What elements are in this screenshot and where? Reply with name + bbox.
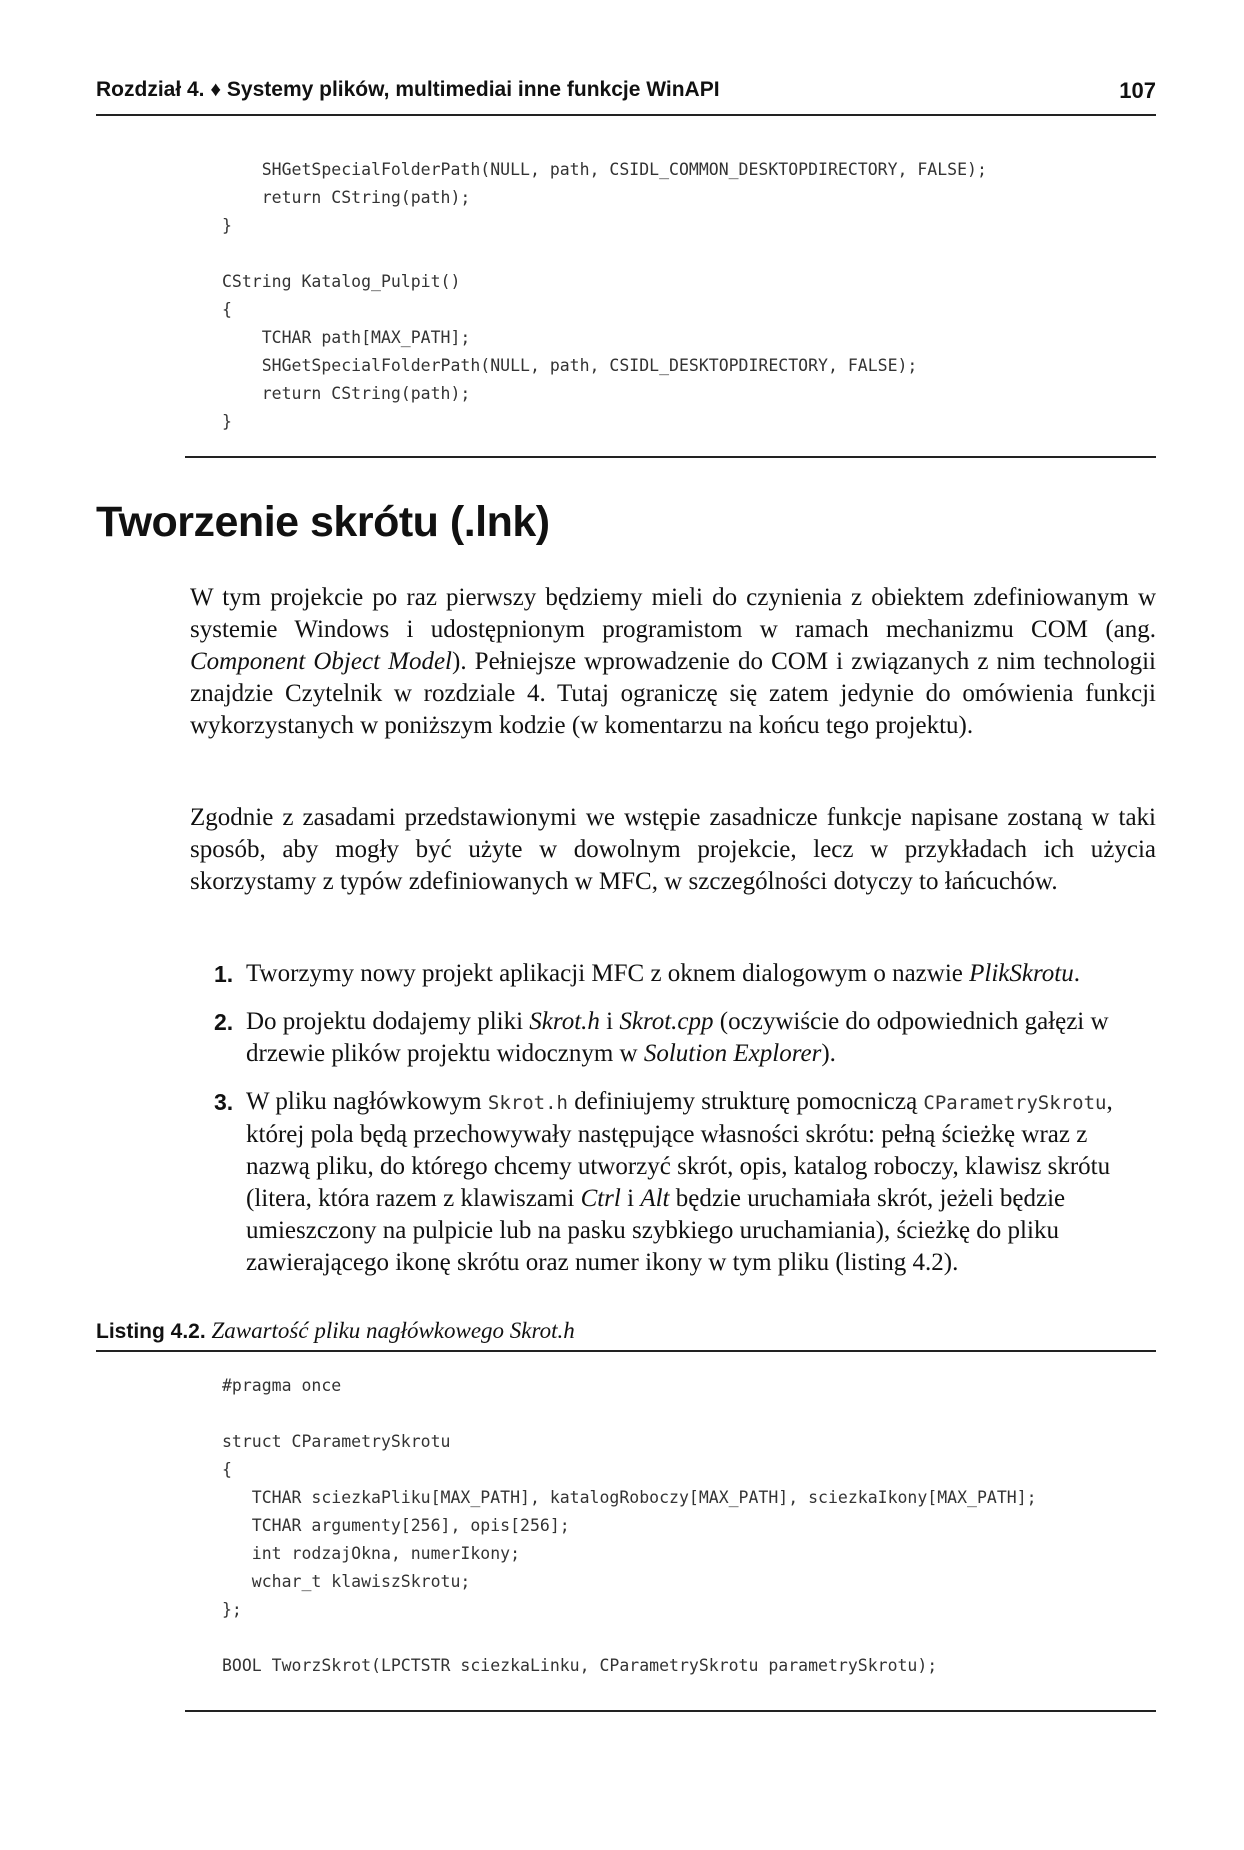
step-text: W pliku nagłówkowym Skrot.h definiujemy strukturę pomocniczą CParametrySkrotu, której pola będą przechowywały następujące własności skrótu: pełną ścieżkę wraz z nazwą pliku, do którego chcemy utworzyć skrót, opis, katalog roboczy, klawisz skrótu (litera, która razem z klawiszami Ctrl i Alt będzie uruchamiała skrót, jeżeli będzie umieszczony na pulpicie lub na pasku szybkiego uruchamiania), ścieżkę do pliku zawierającego ikonę skrótu oraz numer ikony w tym pliku (listing 4.2). [246,1088,1113,1276]
chapter-title: Rozdział 4. ♦ Systemy plików, multimediai inne funkcje WinAPI [96,78,720,101]
running-header [96,76,1156,116]
code-listing: #pragma once struct CParametrySkrotu { TCHAR sciezkaPliku[MAX_PATH], katalogRoboczy[MAX_PATH], sciezkaIkony[MAX_PATH]; TCHAR argumenty[256], opis[256]; int rodzajOkna, numerIkony; wchar_t klawiszSkrotu; }; BOOL TworzSkrot(LPCTSTR sciezkaLinku, CParametrySkrotu parametrySkrotu); [222,1376,1037,1675]
steps-list [0,958,1244,1295]
step-number: 1. [214,961,234,987]
page-number: 107 [1119,78,1156,103]
step-item [0,958,1244,990]
step-item [0,1086,1244,1279]
code-block-top: SHGetSpecialFolderPath(NULL, path, CSIDL_COMMON_DESKTOPDIRECTORY, FALSE); return CString(path); } CString Katalog_Pulpit() { TCHAR path[MAX_PATH]; SHGetSpecialFolderPath(NULL, path, CSIDL_DESKTOPDIRECTORY, FALSE); return CString(path); } [222,160,987,431]
listing-caption [96,1318,1156,1352]
code-listing-divider [185,1710,1156,1712]
listing-label: Listing 4.2. [96,1320,206,1343]
step-number: 3. [214,1089,234,1115]
step-item [0,1006,1244,1070]
code-block-divider [185,456,1156,458]
step-text: Do projektu dodajemy pliki Skrot.h i Skrot.cpp (oczywiście do odpowiednich gałęzi w drzewie plików projektu widocznym w Solution Explorer). [246,1008,1109,1067]
step-number: 2. [214,1009,234,1035]
section-title: Tworzenie skrótu (.lnk) [96,498,550,546]
paragraph-principles: Zgodnie z zasadami przedstawionymi we wstępie zasadnicze funkcje napisane zostaną w taki sposób, aby mogły być użyte w dowolnym projekcie, lecz w przykładach ich użycia skorzystamy z typów zdefiniowanych w MFC, w szczególności dotyczy to łańcuchów. [190,804,1156,895]
listing-title: Zawartość pliku nagłówkowego Skrot.h [211,1318,575,1343]
paragraph-intro: W tym projekcie po raz pierwszy będziemy mieli do czynienia z obiektem zdefiniowanym w systemie Windows i udostępnionym programistom w ramach mechanizmu COM (ang. Component Object Model). Pełniejsze wprowadzenie do COM i związanych z nim technologii znajdzie Czytelnik w rozdziale 4. Tutaj ograniczę się zatem jedynie do omówienia funkcji wykorzystanych w poniższym kodzie (w komentarzu na końcu tego projektu). [190,584,1157,739]
step-text: Tworzymy nowy projekt aplikacji MFC z oknem dialogowym o nazwie PlikSkrotu. [246,960,1080,987]
